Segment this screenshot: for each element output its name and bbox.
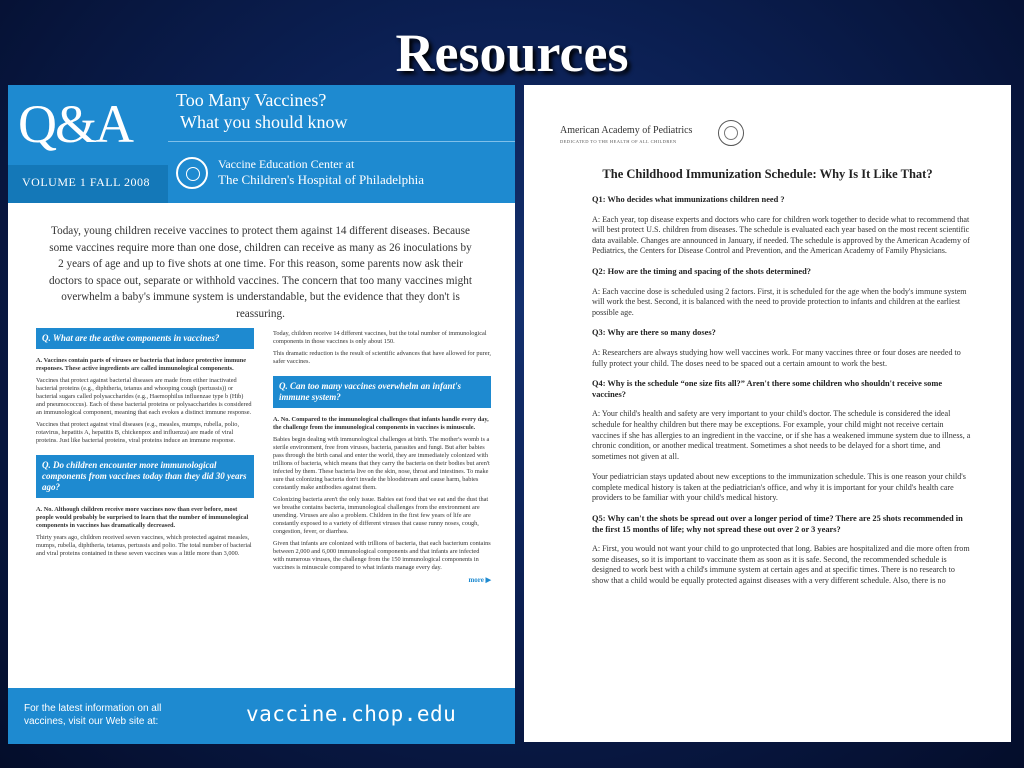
- qa-headline-line1: Too Many Vaccines?: [176, 90, 327, 110]
- aap-question-1: Q1: Who decides what immunizations children need ?: [592, 195, 785, 204]
- qa-center-name: [218, 157, 424, 187]
- aap-answer-1: A: Each year, top disease experts and doctors who care for children work together to decide what to recommend that will best protect U.S. children from diseases. The schedule is evaluated each year based on the most recent scientific data available. Changes are announced in January, if needed. The schedule is approved by the American Academy of Pediatrics, the Centers for Disease Control and Prevention, and the American Academy of Family Physicians.: [592, 214, 970, 256]
- aap-title: The Childhood Immunization Schedule: Why Is It Like That?: [602, 167, 933, 181]
- qa-header-divider: [168, 141, 515, 142]
- qa-headline: [176, 89, 506, 133]
- qa-center-line2: The Children's Hospital of Philadelphia: [218, 172, 424, 187]
- aap-body: [592, 195, 972, 597]
- qa-headline-line2: What you should know: [180, 112, 348, 132]
- qa-document: [8, 85, 515, 744]
- qa-question-1: Q. What are the active components in vaccines?: [36, 328, 254, 349]
- aap-question-5: Q5: Why can't the shots be spread out over a longer period of time? There are 25 shots recommended in the first 15 months of life; why not spread these out over 2 or 3 years?: [592, 514, 963, 534]
- qa-answer-1-p1: Vaccines that protect against bacterial diseases are made from either inactivated bacterial proteins (e.g., diphtheria, tetanus and whooping cough (pertussis)) or bacterial sugars called polysaccharides (e.g., Haemophilus influenzae type b (Hib) and pneumococcus). Each of these bacterial proteins or polysaccharides is considered an immunological component, meaning that each evokes a distinct immune response.: [36, 377, 252, 416]
- aap-org-name: American Academy of Pediatrics: [560, 125, 693, 136]
- aap-question-4: Q4: Why is the schedule “one size fits all?” Aren't there some children who shouldn't receive some vaccines?: [592, 379, 943, 399]
- aap-document: [524, 85, 1011, 742]
- qa-intro: Today, young children receive vaccines to protect them against 14 different diseases. Because some vaccines require more than one dose, children can receive as many as 26 inoculations by 2 years of age and up to five shots at one time. For this reason, some parents now ask their doctors to space out, separate or withhold vaccines. The concern that too many vaccines might overwhelm a baby's immune system is understandable, but the evidence that they don't is reassuring.: [49, 225, 472, 320]
- qa-volume: VOLUME 1 FALL 2008: [22, 175, 150, 189]
- aap-answer-4: A: Your child's health and safety are very important to your child's doctor. The schedule is considered the ideal schedule for healthy children but there may be exceptions. For example, your child might not receive certain vaccines if she has allergies to an ingredient in the vaccine, or if she has a weakened immune system due to illness, a chronic condition, or another medical treatment. Sometimes a shot needs to be delayed for a short time, and sometimes not given at all.: [592, 409, 971, 461]
- aap-answer-4b: Your pediatrician stays updated about new exceptions to the immunization schedule. This is one reason your child's complete medical history is taken at the pediatrician's office, and why it is important for your child's health care providers to be familiar with your child's medical history.: [592, 472, 966, 503]
- aap-answer-3: A: Researchers are always studying how well vaccines work. For many vaccines three or four doses are needed to fully protect your child. The doses need to be spaced out a certain amount to work the best.: [592, 347, 961, 368]
- qa-center-line1: Vaccine Education Center at: [218, 157, 355, 171]
- qa-col2-p2: This dramatic reduction is the result of scientific advances that have allowed for purer, safer vaccines.: [273, 350, 491, 365]
- qa-answer-1-p2: Vaccines that protect against viral diseases (e.g., measles, mumps, rubella, polio, rotavirus, hepatitis A, hepatitis B, chickenpox and influenza) are made of viral proteins. Just like bacterial proteins, viral proteins induce an immune response.: [36, 421, 240, 444]
- qa-answer-2-p1: Thirty years ago, children received seven vaccines, which protected against measles, mumps, rubella, diphtheria, tetanus, pertussis and polio. The total number of bacterial and viral proteins contained in these seven vaccines was a little more than 3,000.: [36, 534, 252, 557]
- aap-tagline: DEDICATED TO THE HEALTH OF ALL CHILDREN: [560, 139, 677, 144]
- qa-answer-2-lead: A. No. Although children receive more vaccines now than ever before, most people would probably be surprised to learn that the number of immunological components in vaccines has dramatically decreased.: [36, 506, 249, 529]
- aap-question-3: Q3: Why are there so many doses?: [592, 328, 716, 338]
- qa-column-right: [273, 330, 491, 584]
- qa-footer-text: For the latest information on all vaccines, visit our Web site at:: [24, 703, 162, 727]
- aap-question-2: Q2: How are the timing and spacing of the shots determined?: [592, 266, 811, 276]
- qa-footer: [8, 688, 515, 744]
- qa-more-link[interactable]: more ▶: [468, 576, 491, 584]
- qa-question-3: Q. Can too many vaccines overwhelm an infant's immune system?: [273, 376, 491, 408]
- qa-footer-url[interactable]: vaccine.chop.edu: [246, 702, 457, 726]
- qa-header-banner: [8, 85, 515, 203]
- aap-seal-icon: [718, 120, 744, 146]
- chop-seal-icon: [176, 157, 208, 189]
- qa-question-2: Q. Do children encounter more immunological components from vaccines today than they did 30 years ago?: [36, 455, 254, 498]
- aap-answer-5: A: First, you would not want your child to go unprotected that long. Babies are hospitalized and die more often from some diseases, so it is important to vaccinate them as soon as it is safe. Second, the recommended schedule is designed to work best with a child's immune system at certain ages and at specific times. There is no research to show that a child would be equally protected against diseases with a very different schedule. Also, there is no: [592, 544, 970, 586]
- qa-column-left: [36, 328, 254, 562]
- qa-answer-3-p1: Babies begin dealing with immunological challenges at birth. The mother's womb is a sterile environment, free from viruses, bacteria, parasites and fungi. But after babies pass through the birth canal and enter the world, they are immediately colonized with trillions of bacteria, which means that they carry the bacteria on their bodies but aren't infected by them. These bacteria live on the skin, nose, throat and intestines. To make sure that colonizing bacteria don't invade the bloodstream and cause harm, babies constantly make antibodies against them.: [273, 436, 490, 491]
- aap-answer-2: A: Each vaccine dose is scheduled using 2 factors. First, it is scheduled for the age when the body's immune system will work the best. Second, it is balanced with the need to provide protection to infants and children at the earliest possible age.: [592, 286, 967, 317]
- qa-answer-3-lead: A. No. Compared to the immunological challenges that infants handle every day, the challenge from the immunological components in vaccines is minuscule.: [273, 416, 489, 431]
- qa-col2-p1: Today, children receive 14 different vaccines, but the total number of immunological components in those vaccines is only about 150.: [273, 330, 487, 345]
- qa-logo: Q&A: [18, 94, 132, 154]
- qa-answer-1-lead: A. Vaccines contain parts of viruses or bacteria that induce protective immune responses. These active ingredients are called immunological components.: [36, 357, 246, 372]
- slide-title: Resources: [395, 23, 629, 83]
- qa-answer-3-p2: Colonizing bacteria aren't the only issue. Babies eat food that we eat and the dust that we breathe contains bacteria, immunological challenges from the environment are unending. Viruses are also a problem. Children in the first few years of life are constantly exposed to a variety of different viruses that cause runny noses, cough, congestion, fever, or diarrhea.: [273, 496, 489, 535]
- qa-answer-3-p3: Given that infants are colonized with trillions of bacteria, that each bacterium contains between 2,000 and 6,000 immunological components and that infants are infected with numerous viruses, the challenge from the 150 immunological components in vaccines is minuscule compared to what infants manage every day.: [273, 540, 491, 571]
